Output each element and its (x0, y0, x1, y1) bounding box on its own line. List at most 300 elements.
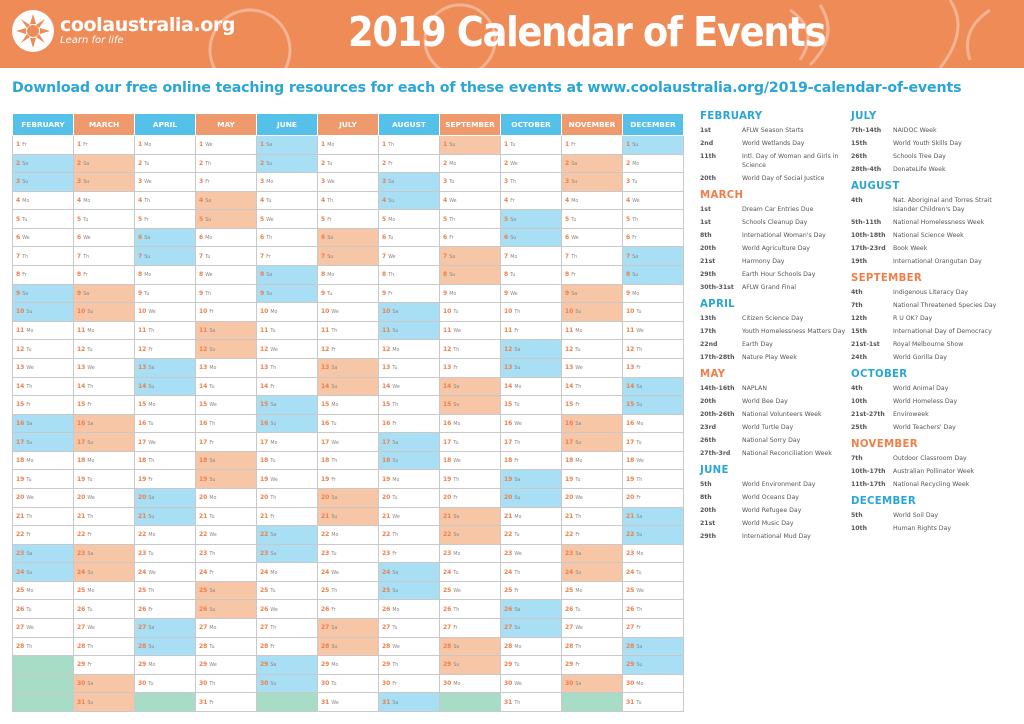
calendar-day: 24 Th (501, 563, 562, 582)
calendar-day: 19 Tu (74, 470, 135, 489)
calendar-day: 11 Th (135, 321, 196, 340)
calendar-day: 11 We (440, 321, 501, 340)
event-name: National Reconciliation Week (742, 450, 832, 457)
event-item[interactable] (851, 397, 1011, 406)
calendar-day: 8 We (196, 266, 257, 285)
calendar-day: 11 Fr (501, 321, 562, 340)
calendar-day: 28 Sa (623, 637, 684, 656)
calendar-day: 9 Tu (318, 284, 379, 303)
event-item[interactable] (700, 174, 860, 183)
logo[interactable] (12, 10, 235, 52)
calendar-day: 31 We (318, 693, 379, 712)
calendar-day: 1 Mo (135, 136, 196, 155)
calendar-row (13, 470, 684, 489)
calendar-day: 19 Th (623, 470, 684, 489)
events-month-heading: MARCH (700, 190, 744, 201)
calendar-day: 15 Fr (74, 396, 135, 415)
calendar-day: 14 Fr (257, 377, 318, 396)
event-item[interactable] (700, 506, 860, 515)
event-name: National Sorry Day (742, 437, 801, 444)
event-item[interactable] (700, 384, 860, 393)
event-name: Royal Melbourne Show (893, 341, 964, 348)
calendar-day: 7 Su (135, 247, 196, 266)
calendar-day: 28 We (379, 637, 440, 656)
calendar-day: 27 We (74, 619, 135, 638)
calendar-day: 24 We (318, 563, 379, 582)
event-name: World Music Day (742, 520, 794, 527)
event-item[interactable] (700, 270, 860, 279)
event-name: R U OK? Day (893, 315, 933, 322)
events-month-heading: SEPTEMBER (851, 273, 923, 284)
calendar-day: 14 Th (74, 377, 135, 396)
event-item[interactable] (851, 384, 1011, 393)
calendar-row (13, 396, 684, 415)
calendar-row (13, 563, 684, 582)
event-item[interactable] (700, 126, 860, 135)
calendar-day: 22 Mo (318, 526, 379, 545)
calendar-empty-cell (440, 693, 501, 712)
event-item[interactable] (851, 196, 1011, 214)
calendar-day: 3 Su (13, 173, 74, 192)
calendar-day: 26 Th (440, 600, 501, 619)
event-date: 4th (851, 289, 863, 296)
calendar-day: 28 Mo (501, 637, 562, 656)
calendar-day: 2 Sa (74, 154, 135, 173)
event-name: National Homelessness Week (893, 219, 985, 226)
calendar-day: 23 Tu (135, 544, 196, 563)
calendar-day: 11 Mo (562, 321, 623, 340)
calendar-day: 17 Fr (196, 433, 257, 452)
event-item[interactable] (851, 139, 1011, 148)
event-item[interactable] (700, 205, 860, 214)
calendar-day: 7 Mo (501, 247, 562, 266)
event-date: 10th-18th (851, 232, 886, 239)
event-date: 11th (700, 153, 716, 160)
event-date: 22nd (700, 341, 718, 348)
calendar-day: 17 Tu (440, 433, 501, 452)
calendar-day: 12 Su (196, 340, 257, 359)
calendar-day: 28 Su (135, 637, 196, 656)
calendar-day: 8 Fr (562, 266, 623, 285)
calendar-day: 28 Tu (196, 637, 257, 656)
calendar-day: 2 Tu (318, 154, 379, 173)
month-header-row (13, 114, 684, 136)
calendar-day: 15 Fr (13, 396, 74, 415)
event-item[interactable] (700, 231, 860, 240)
calendar-day: 28 Sa (440, 637, 501, 656)
calendar-day: 26 Th (623, 600, 684, 619)
event-item[interactable] (700, 353, 860, 362)
event-date: 19th (851, 258, 867, 265)
calendar-day: 30 Sa (562, 674, 623, 693)
calendar-day: 9 Tu (135, 284, 196, 303)
calendar-day: 22 Sa (257, 526, 318, 545)
event-item[interactable] (851, 126, 1011, 135)
event-item[interactable] (700, 257, 860, 266)
event-date: 11th-17th (851, 481, 886, 488)
event-date: 1st (700, 219, 711, 226)
calendar-row (13, 266, 684, 285)
calendar-day: 3 Su (562, 173, 623, 192)
event-item[interactable] (700, 449, 860, 458)
event-date: 17th-28th (700, 354, 735, 361)
calendar-day: 19 Th (440, 470, 501, 489)
calendar-day: 11 We (623, 321, 684, 340)
calendar-day: 5 Fr (318, 210, 379, 229)
calendar-day: 9 Sa (562, 284, 623, 303)
calendar-day: 27 Fr (623, 619, 684, 638)
calendar-empty-cell (13, 656, 74, 675)
event-item[interactable] (700, 519, 860, 528)
calendar-day: 20 Tu (379, 488, 440, 507)
calendar-day: 9 Mo (440, 284, 501, 303)
calendar-day: 4 Th (135, 191, 196, 210)
event-name: NAIDOC Week (893, 127, 937, 134)
calendar-day: 9 Mo (623, 284, 684, 303)
events-column-left (700, 108, 860, 545)
calendar-day: 16 Sa (562, 414, 623, 433)
event-item[interactable] (851, 152, 1011, 161)
calendar-day: 21 We (379, 507, 440, 526)
event-item[interactable] (851, 327, 1011, 336)
calendar-day: 24 Su (74, 563, 135, 582)
calendar-day: 21 Fr (257, 507, 318, 526)
calendar-day: 23 Fr (379, 544, 440, 563)
calendar-day: 27 Mo (196, 619, 257, 638)
calendar-day: 7 Sa (623, 247, 684, 266)
event-item[interactable] (851, 288, 1011, 297)
calendar-day: 24 Sa (379, 563, 440, 582)
calendar-day: 10 Th (501, 303, 562, 322)
event-item[interactable] (851, 511, 1011, 520)
event-date: 23rd (700, 424, 717, 431)
event-name: Dream Car Entries Due (742, 206, 814, 213)
event-name: World Homeless Day (893, 398, 958, 405)
calendar-day: 10 Su (562, 303, 623, 322)
event-item[interactable] (851, 231, 1011, 240)
event-item[interactable] (700, 493, 860, 502)
event-item[interactable] (700, 410, 860, 419)
calendar-day: 15 Fr (562, 396, 623, 415)
calendar-day: 12 Fr (318, 340, 379, 359)
month-header-may: MAY (196, 114, 257, 136)
event-item[interactable] (851, 165, 1011, 174)
calendar-day: 21 Su (135, 507, 196, 526)
event-item[interactable] (700, 436, 860, 445)
calendar-day: 27 Tu (379, 619, 440, 638)
calendar-day: 15 Tu (501, 396, 562, 415)
event-item[interactable] (851, 340, 1011, 349)
calendar-day: 23 Sa (74, 544, 135, 563)
event-date: 7th-14th (851, 127, 882, 134)
calendar-day: 8 Fr (13, 266, 74, 285)
month-header-march: MARCH (74, 114, 135, 136)
event-item[interactable] (851, 244, 1011, 253)
calendar-day: 25 Su (379, 581, 440, 600)
calendar-day: 28 Fr (257, 637, 318, 656)
calendar-row (13, 321, 684, 340)
calendar-day: 3 Fr (196, 173, 257, 192)
event-date: 21st-1st (851, 341, 880, 348)
event-date: 5th (700, 481, 712, 488)
calendar-day: 8 Fr (74, 266, 135, 285)
calendar-row (13, 600, 684, 619)
calendar-empty-cell (13, 693, 74, 712)
calendar-day: 28 Th (74, 637, 135, 656)
calendar-day: 6 Sa (135, 228, 196, 247)
calendar-day: 22 Su (440, 526, 501, 545)
events-month-heading: AUGUST (851, 181, 900, 192)
event-item[interactable] (700, 139, 860, 148)
calendar-day: 13 Su (501, 358, 562, 377)
calendar-day: 12 Th (440, 340, 501, 359)
calendar-day: 21 Th (13, 507, 74, 526)
calendar-day: 13 Sa (135, 358, 196, 377)
calendar-day: 18 Tu (257, 451, 318, 470)
calendar-day: 9 Sa (13, 284, 74, 303)
calendar-day: 18 Sa (196, 451, 257, 470)
calendar-day: 29 Mo (318, 656, 379, 675)
event-date: 5th (851, 512, 863, 519)
calendar-day: 30 Tu (318, 674, 379, 693)
calendar-day: 20 Sa (318, 488, 379, 507)
event-date: 24th (851, 354, 867, 361)
calendar-day: 2 Su (257, 154, 318, 173)
calendar-day: 2 Fr (379, 154, 440, 173)
calendar-day: 12 Sa (501, 340, 562, 359)
calendar-day: 27 We (13, 619, 74, 638)
calendar-day: 5 Fr (135, 210, 196, 229)
calendar-day: 19 Tu (13, 470, 74, 489)
event-name: World Animal Day (893, 385, 949, 392)
events-month-heading: JULY (851, 111, 877, 122)
calendar-day: 22 Fr (74, 526, 135, 545)
calendar-day: 25 Sa (196, 581, 257, 600)
calendar-day: 16 Su (257, 414, 318, 433)
calendar-day: 19 Tu (562, 470, 623, 489)
calendar-day: 1 Fr (74, 136, 135, 155)
event-date: 29th (700, 533, 716, 540)
calendar-day: 23 Th (196, 544, 257, 563)
event-item[interactable] (851, 423, 1011, 432)
calendar-day: 13 We (562, 358, 623, 377)
download-link-text[interactable]: Download our free online teaching resources for each of these events at www.coolaustralia.org/2019-calendar-of-events (12, 80, 962, 96)
calendar-day: 26 Sa (501, 600, 562, 619)
calendar-day: 12 Tu (13, 340, 74, 359)
calendar-day: 6 We (562, 228, 623, 247)
calendar-day: 19 Fr (318, 470, 379, 489)
calendar-row (13, 136, 684, 155)
calendar-day: 20 Fr (440, 488, 501, 507)
event-item[interactable] (700, 314, 860, 323)
logo-text: coolaustralia.org (60, 14, 236, 36)
calendar-day: 28 Th (13, 637, 74, 656)
calendar-row (13, 693, 684, 712)
calendar-day: 2 Mo (440, 154, 501, 173)
event-item[interactable] (700, 327, 860, 336)
calendar-day: 31 Sa (379, 693, 440, 712)
event-name: Human Rights Day (893, 525, 951, 532)
event-item[interactable] (700, 480, 860, 489)
calendar-day: 2 We (501, 154, 562, 173)
event-item[interactable] (700, 244, 860, 253)
calendar-day: 23 We (501, 544, 562, 563)
calendar-day: 2 Sa (13, 154, 74, 173)
calendar-row (13, 358, 684, 377)
calendar-empty-cell (257, 693, 318, 712)
month-header-november: NOVEMBER (562, 114, 623, 136)
event-item[interactable] (851, 454, 1011, 463)
calendar-day: 24 Fr (196, 563, 257, 582)
event-item[interactable] (700, 532, 860, 541)
calendar-day: 22 Su (623, 526, 684, 545)
event-date: 10th (851, 525, 867, 532)
calendar-day: 19 We (257, 470, 318, 489)
event-item[interactable] (851, 467, 1011, 476)
event-name: Intl. Day of Woman and Girls in Science (742, 153, 839, 169)
month-header-february: FEBRUARY (13, 114, 74, 136)
calendar-day: 23 Mo (623, 544, 684, 563)
event-item[interactable] (700, 152, 860, 170)
event-date: 14th-16th (700, 385, 735, 392)
calendar-day: 15 Mo (135, 396, 196, 415)
calendar-row (13, 451, 684, 470)
calendar-day: 20 We (74, 488, 135, 507)
calendar-day: 8 Su (623, 266, 684, 285)
calendar-day: 30 Mo (623, 674, 684, 693)
calendar-day: 5 Tu (74, 210, 135, 229)
calendar-empty-cell (135, 693, 196, 712)
calendar-day: 29 Mo (135, 656, 196, 675)
calendar-day: 13 We (13, 358, 74, 377)
event-name: World Turtle Day (742, 424, 794, 431)
event-item[interactable] (851, 314, 1011, 323)
calendar-day: 26 Tu (562, 600, 623, 619)
calendar-day: 29 Fr (74, 656, 135, 675)
event-name: International Day of Democracy (893, 328, 992, 335)
event-name: Citizen Science Day (742, 315, 804, 322)
calendar-day: 22 Tu (501, 526, 562, 545)
calendar-day: 3 Su (74, 173, 135, 192)
event-item[interactable] (851, 301, 1011, 310)
calendar-day: 24 Su (13, 563, 74, 582)
event-name: Youth Homelessness Matters Day (742, 328, 846, 335)
calendar-day: 25 Mo (13, 581, 74, 600)
event-name: World Refugee Day (742, 507, 802, 514)
calendar-day: 17 Su (13, 433, 74, 452)
event-item[interactable] (851, 218, 1011, 227)
calendar-day: 17 Mo (257, 433, 318, 452)
event-item[interactable] (851, 524, 1011, 533)
event-name: World Environment Day (742, 481, 816, 488)
calendar-day: 3 Tu (623, 173, 684, 192)
calendar-day: 10 We (318, 303, 379, 322)
calendar-day: 12 Fr (135, 340, 196, 359)
calendar-day: 9 Sa (74, 284, 135, 303)
calendar-day: 30 Mo (440, 674, 501, 693)
calendar-day: 16 We (501, 414, 562, 433)
month-header-august: AUGUST (379, 114, 440, 136)
event-item[interactable] (700, 283, 860, 292)
calendar-day: 20 Fr (623, 488, 684, 507)
calendar-day: 5 Su (196, 210, 257, 229)
calendar-day: 17 Th (501, 433, 562, 452)
calendar-day: 24 Mo (257, 563, 318, 582)
calendar-day: 6 Fr (623, 228, 684, 247)
event-item[interactable] (700, 340, 860, 349)
calendar-day: 21 Sa (440, 507, 501, 526)
event-item[interactable] (700, 423, 860, 432)
event-item[interactable] (700, 397, 860, 406)
calendar-row (13, 488, 684, 507)
calendar-day: 4 Mo (13, 191, 74, 210)
calendar-day: 26 Fr (135, 600, 196, 619)
calendar-day: 12 We (257, 340, 318, 359)
calendar-day: 12 Tu (562, 340, 623, 359)
calendar-day: 25 Th (135, 581, 196, 600)
event-date: 15th (851, 140, 867, 147)
calendar-day: 26 Mo (379, 600, 440, 619)
calendar-day: 18 We (623, 451, 684, 470)
event-item[interactable] (851, 410, 1011, 419)
calendar-day: 20 Sa (135, 488, 196, 507)
event-date: 20th-26th (700, 411, 735, 418)
event-date: 5th-11th (851, 219, 882, 226)
events-month-heading: FEBRUARY (700, 111, 763, 122)
event-item[interactable] (700, 218, 860, 227)
calendar-day: 11 Mo (13, 321, 74, 340)
calendar-body (13, 136, 684, 712)
calendar-day: 13 Th (257, 358, 318, 377)
event-item[interactable] (851, 353, 1011, 362)
calendar-day: 2 Tu (135, 154, 196, 173)
event-date: 8th (700, 494, 712, 501)
calendar-grid (12, 113, 684, 712)
calendar-day: 13 We (74, 358, 135, 377)
calendar-row (13, 340, 684, 359)
calendar-day: 12 Tu (74, 340, 135, 359)
event-name: Enviroweek (893, 411, 929, 418)
calendar-day: 3 We (135, 173, 196, 192)
calendar-day: 28 Th (562, 637, 623, 656)
event-name: Outdoor Classroom Day (893, 455, 967, 462)
calendar-day: 21 Sa (623, 507, 684, 526)
event-date: 30th-31st (700, 284, 734, 291)
calendar-day: 27 We (562, 619, 623, 638)
calendar-day: 29 Fr (562, 656, 623, 675)
calendar-day: 26 Tu (74, 600, 135, 619)
event-item[interactable] (851, 480, 1011, 489)
calendar-day: 24 Tu (623, 563, 684, 582)
calendar-row (13, 637, 684, 656)
calendar-day: 5 Mo (379, 210, 440, 229)
calendar-day: 1 Mo (318, 136, 379, 155)
calendar-day: 22 We (196, 526, 257, 545)
calendar-day: 26 Su (196, 600, 257, 619)
calendar-row (13, 674, 684, 693)
event-item[interactable] (851, 257, 1011, 266)
calendar-day: 16 Mo (623, 414, 684, 433)
event-date: 10th-17th (851, 468, 886, 475)
calendar-day: 27 Sa (318, 619, 379, 638)
calendar-day: 18 Mo (13, 451, 74, 470)
event-date: 20th (700, 245, 716, 252)
calendar-day: 3 Tu (440, 173, 501, 192)
month-header-april: APRIL (135, 114, 196, 136)
event-name: AFLW Grand Final (742, 284, 796, 291)
calendar-day: 1 We (196, 136, 257, 155)
event-date: 17th-23rd (851, 245, 886, 252)
